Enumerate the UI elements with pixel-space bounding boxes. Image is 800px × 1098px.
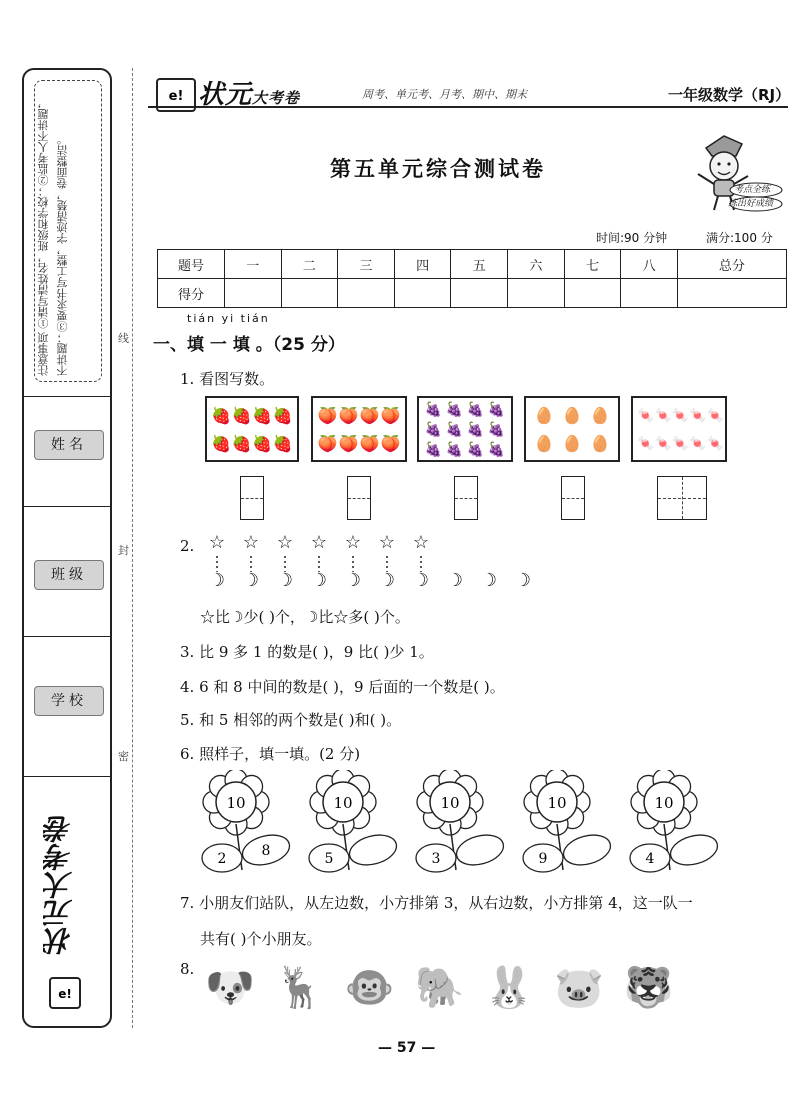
score-table: [157, 249, 787, 308]
star-icon: ☆: [344, 532, 362, 553]
picture-item: 🥚: [562, 406, 582, 425]
class-field-label: 班级: [34, 560, 104, 590]
star-row: [200, 532, 438, 553]
picture-item: 🍇: [445, 402, 464, 418]
picture-item: 🍇: [466, 442, 485, 458]
moon-icon: ☽: [276, 570, 294, 591]
star-icon: ☆: [412, 532, 430, 553]
picture-item: 🍇: [424, 422, 443, 438]
moon-icon: ☽: [208, 570, 226, 591]
score-input-cell[interactable]: [677, 279, 786, 308]
picture-item: 🥚: [534, 434, 554, 453]
moon-icon: ☽: [310, 570, 328, 591]
picture-item: 🍬: [689, 436, 707, 452]
score-input-cell[interactable]: [508, 279, 565, 308]
page-number: — 57 —: [378, 1040, 436, 1056]
animal-row: [205, 958, 674, 1018]
brand-title: 状元大考卷: [198, 80, 301, 110]
table-cell: 八: [621, 250, 678, 279]
picture-item: 🍬: [654, 408, 672, 424]
peach-picture: [311, 396, 407, 462]
question-2-number: 2.: [180, 537, 195, 555]
picture-item: 🍇: [487, 442, 506, 458]
picture-item: 🍓: [272, 434, 293, 453]
sidebar-divider: [22, 506, 112, 507]
picture-item: 🍬: [637, 408, 655, 424]
right-leaf[interactable]: [667, 830, 721, 869]
right-leaf[interactable]: [453, 830, 507, 869]
flower-left-number: 3: [431, 851, 441, 867]
cut-mark-line: 线: [118, 332, 129, 345]
answer-box[interactable]: [347, 476, 371, 520]
picture-item: 🍓: [231, 406, 252, 425]
picture-item: 🥚: [590, 406, 610, 425]
question-6: 6. 照样子，填一填。(2 分): [180, 745, 361, 763]
picture-item: 🥚: [534, 406, 554, 425]
moon-icon: ☽: [378, 570, 396, 591]
picture-item: 🥚: [562, 434, 582, 453]
cut-line: [132, 68, 133, 1028]
table-row: [158, 250, 787, 279]
right-leaf[interactable]: [560, 830, 614, 869]
picture-item: 🍇: [424, 442, 443, 458]
picture-item: 🍬: [654, 436, 672, 452]
table-cell: 一: [225, 250, 282, 279]
star-icon: ☆: [378, 532, 396, 553]
picture-item: 🍓: [252, 406, 273, 425]
table-cell: 二: [281, 250, 338, 279]
grapes-picture: [417, 396, 513, 462]
flower-top-number: 10: [547, 794, 567, 812]
picture-item: 🍓: [211, 434, 232, 453]
moon-icon: ☽: [344, 570, 362, 591]
picture-item: 🍑: [338, 406, 359, 425]
picture-item: 🍓: [252, 434, 273, 453]
answer-box[interactable]: [561, 476, 585, 520]
table-cell: 五: [451, 250, 508, 279]
picture-item: 🍬: [706, 436, 725, 452]
mascot-caption-2: 练出好成绩: [728, 199, 774, 209]
answer-box[interactable]: [657, 476, 707, 520]
svg-text:e!: e!: [58, 987, 72, 1001]
picture-item: 🍬: [706, 408, 725, 424]
flower-top-number: 10: [654, 794, 674, 812]
header-rule: [148, 106, 788, 108]
strawberry-picture: [205, 396, 299, 462]
right-leaf[interactable]: [346, 830, 400, 869]
moon-icon: ☽: [480, 570, 498, 591]
sidebar-divider: [22, 396, 112, 397]
time-limit: 时间:90 分钟: [596, 231, 668, 245]
svg-text:e!: e!: [168, 89, 184, 104]
full-score: 满分:100 分: [706, 231, 773, 245]
picture-item: 🍇: [466, 402, 485, 418]
flower-left-number: 2: [217, 851, 227, 867]
flower: [630, 770, 721, 872]
moon-icon: ☽: [446, 570, 464, 591]
flower: [416, 770, 507, 872]
question-2-text: ☆比☽少( )个，☽比☆多( )个。: [200, 608, 410, 626]
animal-icon: 🐘: [414, 965, 465, 1011]
cut-mark-seal: 封: [118, 544, 129, 557]
picture-item: 🍇: [466, 422, 485, 438]
picture-item: 🍇: [487, 402, 506, 418]
star-icon: ☆: [276, 532, 294, 553]
picture-item: 🍑: [359, 434, 380, 453]
egg-picture: [524, 396, 620, 462]
table-row: [158, 279, 787, 308]
mascot-caption-1: 考点全练: [734, 185, 771, 195]
flower-row: [196, 770, 756, 880]
header-tagline: 周考、单元考、月考、期中、期末: [362, 88, 527, 101]
picture-item: 🍑: [317, 406, 338, 425]
sidebar-logo-text: 状元大考卷: [43, 815, 76, 955]
answer-box[interactable]: [454, 476, 478, 520]
picture-item: 🥚: [590, 434, 610, 453]
picture-item: 🍇: [445, 422, 464, 438]
sidebar-divider: [22, 636, 112, 637]
picture-item: 🍑: [380, 434, 401, 453]
flower-left-number: 9: [538, 851, 548, 867]
picture-item: 🍑: [317, 434, 338, 453]
star-icon: ☆: [310, 532, 328, 553]
flower: [202, 770, 293, 872]
section-title: 一、填 一 填 。（25 分）: [153, 335, 345, 355]
picture-item: 🍬: [689, 408, 707, 424]
picture-item: 🍑: [359, 406, 380, 425]
flower-right-number: 8: [261, 843, 271, 859]
name-field-label: 姓名: [34, 430, 104, 460]
moon-icon: ☽: [514, 570, 532, 591]
picture-item: 🍓: [211, 406, 232, 425]
picture-item: 🍬: [671, 408, 690, 424]
table-cell: 得分: [158, 279, 225, 308]
question-4: 4. 6 和 8 中间的数是( )，9 后面的一个数是( )。: [180, 678, 505, 696]
flower-left-number: 5: [324, 851, 334, 867]
table-cell: 题号: [158, 250, 225, 279]
picture-item: 🍇: [445, 442, 464, 458]
table-cell: 六: [508, 250, 565, 279]
animal-icon: 🐯: [623, 965, 674, 1011]
animal-icon: 🐰: [484, 965, 535, 1011]
score-input-cell[interactable]: [564, 279, 621, 308]
flower-left-number: 4: [645, 851, 655, 867]
star-icon: ☆: [242, 532, 260, 553]
flower-top-number: 10: [226, 794, 246, 812]
picture-item: 🍇: [487, 422, 506, 438]
animal-icon: 🐶: [205, 965, 255, 1011]
flower-top-number: 10: [333, 794, 353, 812]
picture-item: 🍬: [671, 436, 690, 452]
page-title: 第五单元综合测试卷: [330, 157, 546, 181]
question-5: 5. 和 5 相邻的两个数是( )和( )。: [180, 711, 402, 729]
table-cell: 四: [394, 250, 451, 279]
table-cell: 总分: [677, 250, 786, 279]
score-input-cell[interactable]: [451, 279, 508, 308]
grade-label: 一年级数学（RJ）: [668, 86, 791, 104]
flower: [309, 770, 400, 872]
question-7-line-1: 7. 小朋友们站队，从左边数，小方排第 3，从右边数，小方排第 4，这一队一: [180, 894, 693, 912]
question-8-number: 8.: [180, 960, 195, 978]
notice-text: 注意事项 ①请写清姓名，班级和学校；②监考人不讲题，不讲题；③要求书写工整，字迹清楚，卷面整洁。: [37, 97, 69, 376]
star-icon: ☆: [208, 532, 226, 553]
animal-icon: 🐷: [554, 965, 604, 1011]
picture-item: 🍇: [424, 402, 443, 418]
school-field-label: 学校: [34, 686, 104, 716]
candy-picture: [631, 396, 727, 462]
score-input-cell[interactable]: [621, 279, 678, 308]
table-cell: 三: [338, 250, 395, 279]
flower: [523, 770, 614, 872]
picture-item: 🍓: [231, 434, 252, 453]
flower-top-number: 10: [440, 794, 460, 812]
score-input-cell[interactable]: [281, 279, 338, 308]
section-pinyin: tián yi tián: [187, 312, 270, 325]
table-cell: 七: [564, 250, 621, 279]
score-input-cell[interactable]: [394, 279, 451, 308]
moon-icon: ☽: [242, 570, 260, 591]
picture-item: 🍬: [637, 436, 655, 452]
animal-icon: 🐵: [344, 965, 395, 1011]
score-input-cell[interactable]: [225, 279, 282, 308]
picture-item: 🍑: [338, 434, 359, 453]
score-input-cell[interactable]: [338, 279, 395, 308]
moon-icon: ☽: [412, 570, 430, 591]
sidebar-divider: [22, 776, 112, 777]
animal-icon: 🦌: [274, 965, 325, 1011]
question-1: 1. 看图写数。: [180, 370, 275, 388]
cut-mark-secret: 密: [118, 750, 129, 763]
answer-box[interactable]: [240, 476, 264, 520]
question-7-line-2: 共有( )个小朋友。: [200, 930, 322, 948]
picture-item: 🍑: [380, 406, 401, 425]
moon-row: [200, 570, 540, 591]
question-3: 3. 比 9 多 1 的数是( )，9 比( )少 1。: [180, 643, 434, 661]
picture-item: 🍓: [272, 406, 293, 425]
